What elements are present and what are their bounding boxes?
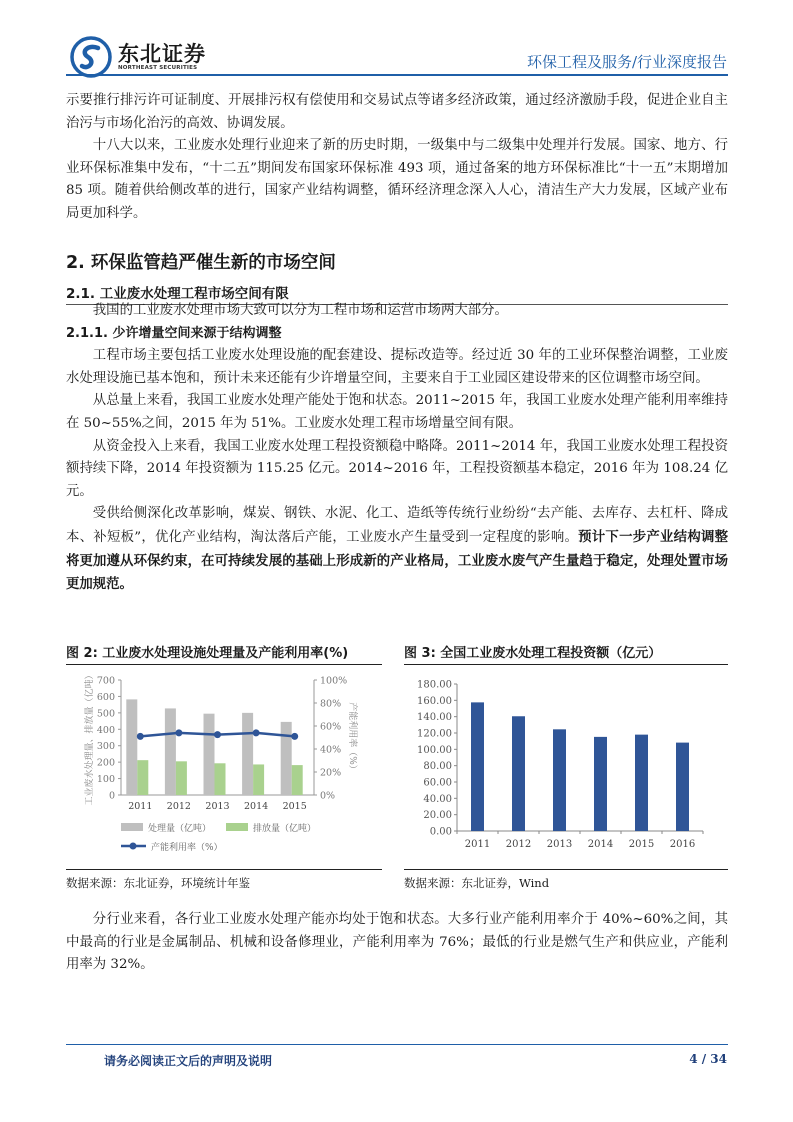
utilization-point [291, 733, 298, 740]
y2-axis-label: 产能利用率（%） [347, 702, 357, 774]
paragraph: 我国的工业废水处理市场大致可以分为工程市场和运营市场两大部分。 [92, 303, 508, 318]
y2-tick-label: 40% [320, 744, 342, 756]
paragraph: 从总量上来看，我国工业废水处理产能处于饱和状态。2011~2015 年，我国工业废水处理产能利用率维持在 50~55%之间，2015 年为 51%。工业废水处理工程市场增量空间有限。 [66, 393, 728, 431]
y2-tick-label: 0% [320, 790, 336, 802]
bottom-text [66, 909, 728, 977]
y-tick-label: 20.00 [423, 810, 452, 822]
y2-tick-label: 60% [320, 721, 342, 733]
x-tick-label: 2011 [128, 801, 153, 812]
figure-3-chart [400, 668, 730, 863]
y-axis-label: 工业废水处理量、排放量（亿吨） [85, 670, 95, 806]
y-tick-label: 140.00 [417, 712, 452, 724]
x-tick-label: 2012 [166, 801, 191, 812]
figure-2-chart [66, 668, 386, 863]
y-tick-label: 80.00 [423, 761, 452, 773]
x-tick-label: 2016 [669, 839, 696, 850]
paragraph: 工程市场主要包括工业废水处理设施的配套建设、提标改造等。经过近 30 年的工业环保整治调整，工业废水处理设施已基本饱和，预计未来还能有少许增量空间，主要来自于工业园区建设带来的区位调整市场空间。 [66, 348, 728, 386]
paragraph: 示要推行排污许可证制度、开展排污权有偿使用和交易试点等诸多经济政策，通过经济激励手段，促进企业自主治污与市场化治污的高效、协调发展。 [66, 93, 728, 131]
y-tick-label: 120.00 [417, 728, 452, 740]
bar-treatment [165, 708, 176, 795]
legend-marker [130, 843, 137, 850]
top-text [66, 90, 728, 226]
bar-discharge [176, 761, 187, 795]
page-number: 4 / 34 [689, 1052, 727, 1066]
paragraph: 从资金投入上来看，我国工业废水处理工程投资额稳中略降。2011~2014 年，我国工业废水处理工程投资额持续下降，2014 年投资额为 115.25 亿元。2014~2016 年，工程投资额基本稳定，2016 年为 108.24 亿元。 [66, 438, 728, 499]
section-body [66, 300, 728, 597]
legend-swatch-treatment [121, 823, 143, 831]
paragraph [66, 503, 728, 596]
figure-3-source: 数据来源：东北证券，Wind [404, 869, 728, 891]
subsubsection-heading: 2.1.1. 少许增量空间来源于结构调整 [66, 325, 282, 341]
y-tick-label: 300 [96, 741, 115, 753]
utilization-point [175, 729, 182, 736]
section-heading: 2. 环保监管趋严催生新的市场空间 [66, 253, 336, 273]
x-tick-label: 2014 [244, 801, 269, 812]
bar-treatment [126, 699, 137, 795]
y2-tick-label: 20% [320, 767, 342, 779]
logo-name-cn: 东北证券 [118, 42, 206, 66]
bar-discharge [137, 760, 148, 795]
header-divider [66, 74, 728, 76]
y-tick-label: 60.00 [423, 777, 452, 789]
legend-label: 排放量（亿吨） [253, 824, 317, 834]
bar [471, 702, 484, 831]
utilization-point [214, 731, 221, 738]
y-tick-label: 40.00 [423, 793, 452, 805]
subsection-heading: 2.1. 工业废水处理工程市场空间有限 [66, 282, 728, 305]
y-tick-label: 0.00 [429, 826, 452, 838]
legend-label: 处理量（亿吨） [148, 824, 212, 834]
y-tick-label: 500 [96, 708, 115, 720]
legend-swatch-discharge [226, 823, 248, 831]
company-logo [70, 36, 206, 78]
x-tick-label: 2012 [505, 839, 532, 850]
bar-discharge [253, 764, 264, 795]
y2-tick-label: 80% [320, 698, 342, 710]
y-tick-label: 180.00 [417, 679, 452, 691]
x-tick-label: 2013 [546, 839, 573, 850]
footer-disclaimer: 请务必阅读正文后的声明及说明 [104, 1054, 273, 1068]
x-tick-label: 2015 [628, 839, 655, 850]
paragraph-bold-text: 预计下一步产业结构调整将更加遵从环保约束，在可持续发展的基础上形成新的产业格局，工业废水废气产生量趋于稳定，处理处置市场更加规范。 [66, 528, 729, 593]
y-tick-label: 200 [96, 757, 115, 769]
paragraph: 分行业来看，各行业工业废水处理产能亦均处于饱和状态。大多行业产能利用率介于 40%~60%之间，其中最高的行业是金属制品、机械和设备修理业，产能利用率为 76%；最低的行业是燃气生产和供应业，产能利用率为 32%。 [66, 912, 728, 973]
x-tick-label: 2014 [587, 839, 614, 850]
bar-treatment [281, 722, 292, 795]
logo-icon [70, 36, 112, 78]
bar-discharge [292, 765, 303, 795]
y2-tick-label: 100% [320, 675, 348, 687]
y-tick-label: 600 [96, 691, 115, 703]
bar [676, 743, 689, 831]
legend-label: 产能利用率（%） [151, 843, 223, 853]
bar-treatment [204, 714, 215, 795]
figure-2-caption: 图 2: 工业废水处理设施处理量及产能利用率(%) [66, 642, 382, 665]
x-tick-label: 2013 [205, 801, 230, 812]
y-tick-label: 160.00 [417, 695, 452, 707]
figure-2-source: 数据来源：东北证券，环境统计年鉴 [66, 869, 382, 891]
bar [553, 729, 566, 831]
y-tick-label: 100.00 [417, 744, 452, 756]
paragraph-text: 受供给侧深化改革影响，煤炭、钢铁、水泥、化工、造纸等传统行业纷纷“去产能、去库存、去杠杆、降成本、补短板”，优化产业结构，淘汰落后产能，工业废水产生量受到一定程度的影响。 [66, 506, 728, 545]
y-tick-label: 400 [96, 724, 115, 736]
utilization-point [137, 733, 144, 740]
x-tick-label: 2015 [282, 801, 307, 812]
bar [512, 716, 525, 831]
y-tick-label: 0 [108, 790, 115, 802]
bar [635, 735, 648, 831]
y-tick-label: 100 [96, 774, 115, 786]
y-tick-label: 700 [96, 675, 115, 687]
logo-name-en: NORTHEAST SECURITIES [118, 65, 198, 71]
paragraph: 十八大以来，工业废水处理行业迎来了新的历史时期，一级集中与二级集中处理并行发展。国家、地方、行业环保标准集中发布，“十二五”期间发布国家环保标准 493 项，通过备案的地方环保标准比“十一五”末期增加 85 项。随着供给侧改革的进行，国家产业结构调整，循环经济理念深入人心，清洁生产大力发展，区域产业布局更加科学。 [66, 138, 728, 221]
report-type: 环保工程及服务/行业深度报告 [526, 53, 727, 71]
utilization-point [253, 729, 260, 736]
figure-3-caption: 图 3: 全国工业废水处理工程投资额（亿元） [404, 642, 728, 665]
bar [594, 737, 607, 831]
bar-discharge [215, 763, 226, 795]
bar-treatment [242, 713, 253, 795]
footer-divider [66, 1044, 728, 1045]
x-tick-label: 2011 [464, 839, 491, 850]
